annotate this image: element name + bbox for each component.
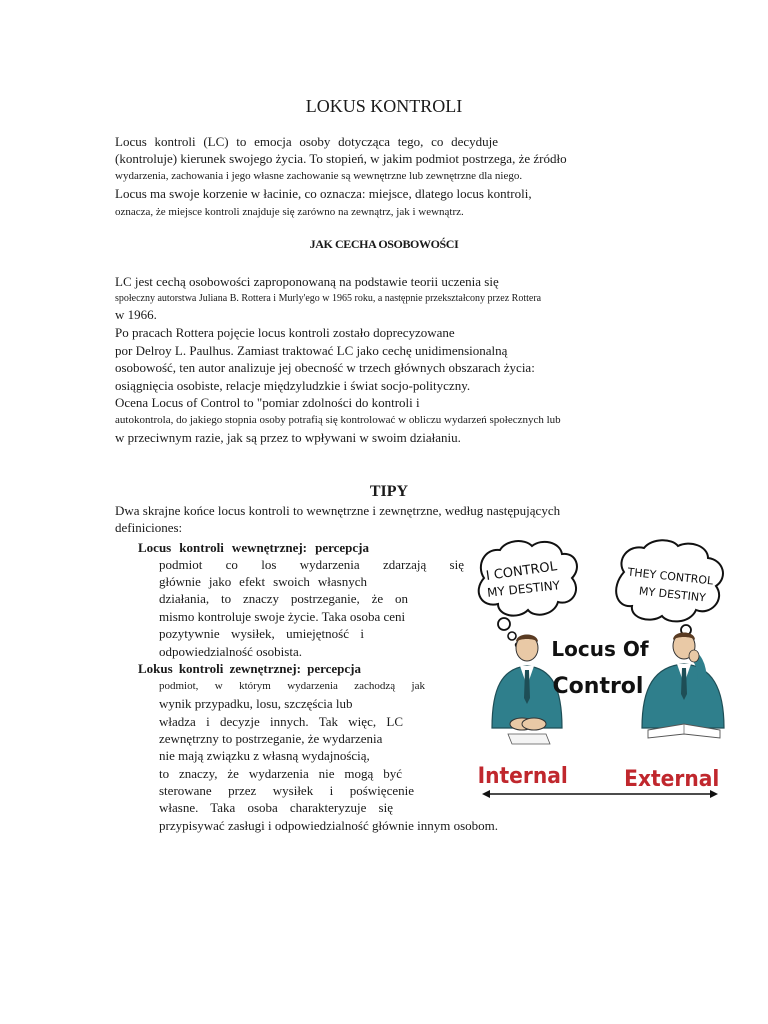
internal-line-5: odpowiedzialność osobista. <box>159 644 302 659</box>
s1-line-4: por Delroy L. Paulhus. Zamiast traktować LC jako cechę unidimensionalną <box>115 343 508 358</box>
intro-line-4: oznacza, że miejsce kontroli znajduje się zarówno na zewnątrz, jak i wewnątrz. <box>115 206 464 218</box>
s1-line-7: Ocena Locus of Control to "pomiar zdolności do kontroli i <box>115 395 420 410</box>
internal-line-3: mismo kontroluje swoje życie. Taka osoba ceni <box>159 609 406 624</box>
external-line-6: sterowane przez wysiłek i poświęcenie <box>159 783 414 798</box>
section-heading-personality: JAK CECHA OSOBOWOŚCI <box>309 237 459 251</box>
bubble-right-line-1: MY DESTINY <box>638 584 707 605</box>
s1-line-9: w przeciwnym razie, jak są przez to wpływani w swoim działaniu. <box>115 430 461 445</box>
internal-line-1: głównie jako efekt swoich własnych <box>159 574 367 589</box>
external-line-2: władza i decyzje innych. Tak więc, LC <box>159 714 403 729</box>
intro-line-2: wydarzenia, zachowania i jego własne zachowanie są wewnętrzne lub zewnętrzne dla niego. <box>115 170 523 182</box>
s2-intro-1: definiciones: <box>115 520 183 535</box>
external-line-4: nie mają związku z własną wydajnością, <box>159 748 370 763</box>
internal-bullet-heading <box>138 540 369 557</box>
external-line-1: wynik przypadku, losu, szczęścia lub <box>159 696 353 711</box>
intro-line-0: Locus kontroli (LC) to emocja osoby dotycząca tego, co decyduje <box>115 134 498 149</box>
label-external: External <box>624 765 720 792</box>
internal-line-4: pozytywnie wysiłek, umiejętność i <box>159 626 364 641</box>
label-internal: Internal <box>477 762 568 789</box>
bubble-right-line-0: THEY CONTROL <box>626 565 714 588</box>
s1-line-8: autokontrola, do jakiego stopnia osoby potrafią się kontrolować w obliczu wydarzeń społecznych lub <box>115 414 561 426</box>
figure-caption-line-1: Control <box>552 674 644 699</box>
internal-heading-text: Locus kontroli wewnętrznej: percepcja <box>138 540 369 555</box>
external-line-7: własne. Taka osoba charakteryzuje się <box>159 800 393 815</box>
s1-line-6: osiągnięcia osobiste, relacje międzyludzkie i świat socjo-polityczny. <box>115 378 471 393</box>
s1-line-5: osobowość, ten autor analizuje jej obecność w trzech głównych obszarach życia: <box>115 360 535 375</box>
external-line-8: przypisywać zasługi i odpowiedzialność głównie innym osobom. <box>159 818 499 833</box>
bubble-left-line-0: I CONTROL <box>485 559 558 584</box>
page-title: LOKUS KONTROLI <box>305 96 463 116</box>
internal-line-0: podmiot co los wydarzenia zdarzają się <box>159 557 464 572</box>
thought-bubble-left <box>479 541 577 647</box>
s1-line-0: LC jest cechą osobowości zaproponowaną na podstawie teorii uczenia się <box>115 274 499 289</box>
external-person <box>642 633 724 739</box>
intro-line-3: Locus ma swoje korzenie w łacinie, co oznacza: miejsce, dlatego locus kontroli, <box>115 186 532 201</box>
locus-of-control-illustration <box>462 538 732 808</box>
external-bullet-heading <box>138 661 361 678</box>
s1-line-1: społeczny autorstwa Juliana B. Rottera i Murly'ego w 1965 roku, a następnie przekształcony przez Rottera <box>115 293 542 304</box>
figure-caption-line-0: Locus Of <box>551 637 649 661</box>
s1-line-2: w 1966. <box>115 307 157 322</box>
intro-line-1: (kontroluje) kierunek swojego życia. To stopień, w jakim podmiot postrzega, że źródło <box>115 151 567 166</box>
external-line-5: to znaczy, że wydarzenia nie mogą być <box>159 766 402 781</box>
external-line-0: podmiot, w którym wydarzenia zachodzą jak <box>159 680 425 692</box>
s1-line-3: Po pracach Rottera pojęcie locus kontroli zostało doprecyzowane <box>115 325 455 340</box>
internal-line-2: działania, to znaczy postrzeganie, że on <box>159 591 408 606</box>
thought-bubble-right <box>616 540 723 644</box>
s2-intro-0: Dwa skrajne końce locus kontroli to wewnętrzne i zewnętrzne, według następujących <box>115 503 561 518</box>
external-heading-text: Lokus kontroli zewnętrznej: percepcja <box>138 661 361 676</box>
section-heading-types: TIPY <box>369 483 409 500</box>
bubble-left-line-1: MY DESTINY <box>486 578 561 600</box>
external-line-3: zewnętrzny to postrzeganie, że wydarzenia <box>159 731 383 746</box>
